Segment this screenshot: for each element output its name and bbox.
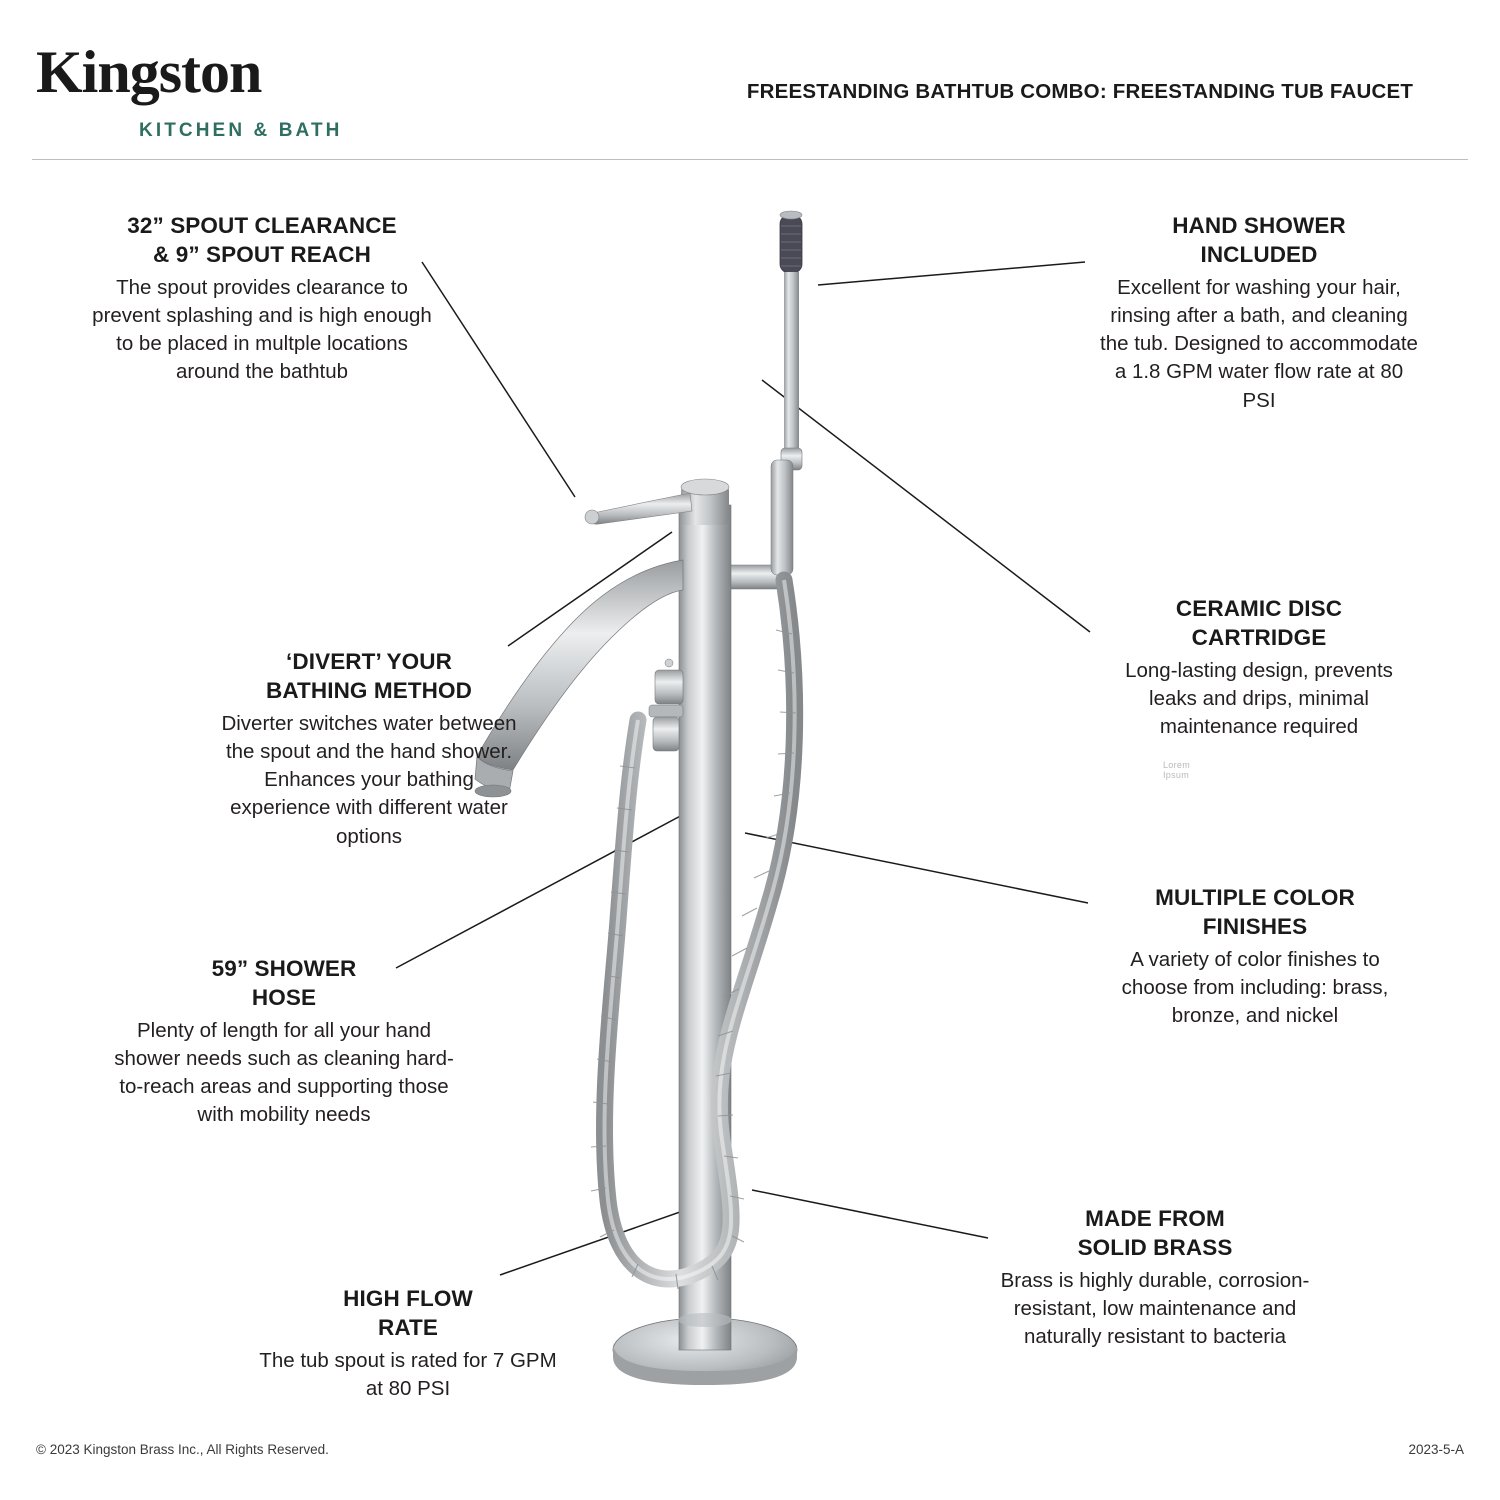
callout-title-line2: INCLUDED bbox=[1200, 241, 1318, 267]
callout-title bbox=[1100, 595, 1418, 653]
callout-title-line2: FINISHES bbox=[1202, 913, 1308, 939]
brand-logo-tagline: KITCHEN & BATH bbox=[139, 120, 343, 141]
callout-title-line1: MADE FROM bbox=[1085, 1206, 1225, 1231]
callout-shower-hose bbox=[110, 955, 458, 1130]
callout-title bbox=[258, 1285, 558, 1343]
callout-made-from-solid-brass bbox=[1000, 1205, 1310, 1351]
callout-body: Diverter switches water between the spout and the hand shower. Enhances your bathing experience with different water options bbox=[221, 711, 517, 848]
brand-logo-name: Kingston bbox=[36, 39, 262, 105]
callout-hand-shower-included bbox=[1100, 212, 1418, 415]
callout-spout-clearance bbox=[86, 212, 438, 387]
callout-title-line2: & 9” SPOUT REACH bbox=[153, 241, 371, 267]
callout-divert-bathing-method bbox=[214, 648, 524, 851]
callout-title-line2: HOSE bbox=[251, 984, 317, 1010]
callout-body: Plenty of length for all your hand shower needs such as cleaning hard-to-reach areas and supporting those with mobility needs bbox=[114, 1018, 454, 1127]
callout-body: Brass is highly durable, corrosion-resistant, low maintenance and naturally resistant to bacteria bbox=[1000, 1268, 1310, 1349]
callout-title bbox=[1100, 884, 1410, 942]
callout-ceramic-disc-cartridge bbox=[1100, 595, 1418, 741]
callout-body: Excellent for washing your hair, rinsing after a bath, and cleaning the tub. Designed to accommodate a 1.8 GPM water flow rate at 80 PSI bbox=[1100, 275, 1418, 412]
callout-title-line1: HAND SHOWER bbox=[1172, 213, 1346, 238]
image-watermark: Lorem Ipsum bbox=[1163, 760, 1191, 780]
callout-title bbox=[86, 212, 438, 270]
callout-title-line1: ‘DIVERT’ YOUR bbox=[286, 649, 452, 674]
page-header bbox=[0, 0, 1500, 160]
callout-title bbox=[1100, 212, 1418, 270]
callout-title-line1: HIGH FLOW bbox=[343, 1286, 473, 1311]
page-title: FREESTANDING BATHTUB COMBO: FREESTANDING TUB FAUCET bbox=[746, 80, 1414, 103]
callout-title-line2: RATE bbox=[378, 1314, 438, 1340]
footer-document-code: 2023-5-A bbox=[1408, 1442, 1464, 1457]
callout-body: Long-lasting design, prevents leaks and drips, minimal maintenance required bbox=[1125, 658, 1393, 739]
callout-title bbox=[110, 955, 458, 1013]
callout-body: The spout provides clearance to prevent splashing and is high enough to be placed in multple locations around the bathtub bbox=[92, 275, 432, 384]
footer-copyright: © 2023 Kingston Brass Inc., All Rights Reserved. bbox=[36, 1442, 329, 1457]
callout-title-line1: 32” SPOUT CLEARANCE bbox=[127, 213, 397, 238]
callout-title bbox=[214, 648, 524, 706]
callout-body: A variety of color finishes to choose from including: brass, bronze, and nickel bbox=[1121, 947, 1389, 1028]
callout-title-line2: BATHING METHOD bbox=[266, 677, 472, 703]
callout-title-line2: CARTRIDGE bbox=[1191, 624, 1327, 650]
callout-multiple-color-finishes bbox=[1100, 884, 1410, 1030]
callout-high-flow-rate bbox=[258, 1285, 558, 1403]
callout-title-line1: CERAMIC DISC bbox=[1175, 596, 1343, 621]
callout-title-line2: SOLID BRASS bbox=[1077, 1234, 1233, 1260]
callout-title-line1: 59” SHOWER bbox=[211, 956, 357, 981]
callout-title-line1: MULTIPLE COLOR bbox=[1155, 885, 1355, 910]
callout-title bbox=[1000, 1205, 1310, 1263]
callout-body: The tub spout is rated for 7 GPM at 80 PSI bbox=[259, 1348, 557, 1400]
